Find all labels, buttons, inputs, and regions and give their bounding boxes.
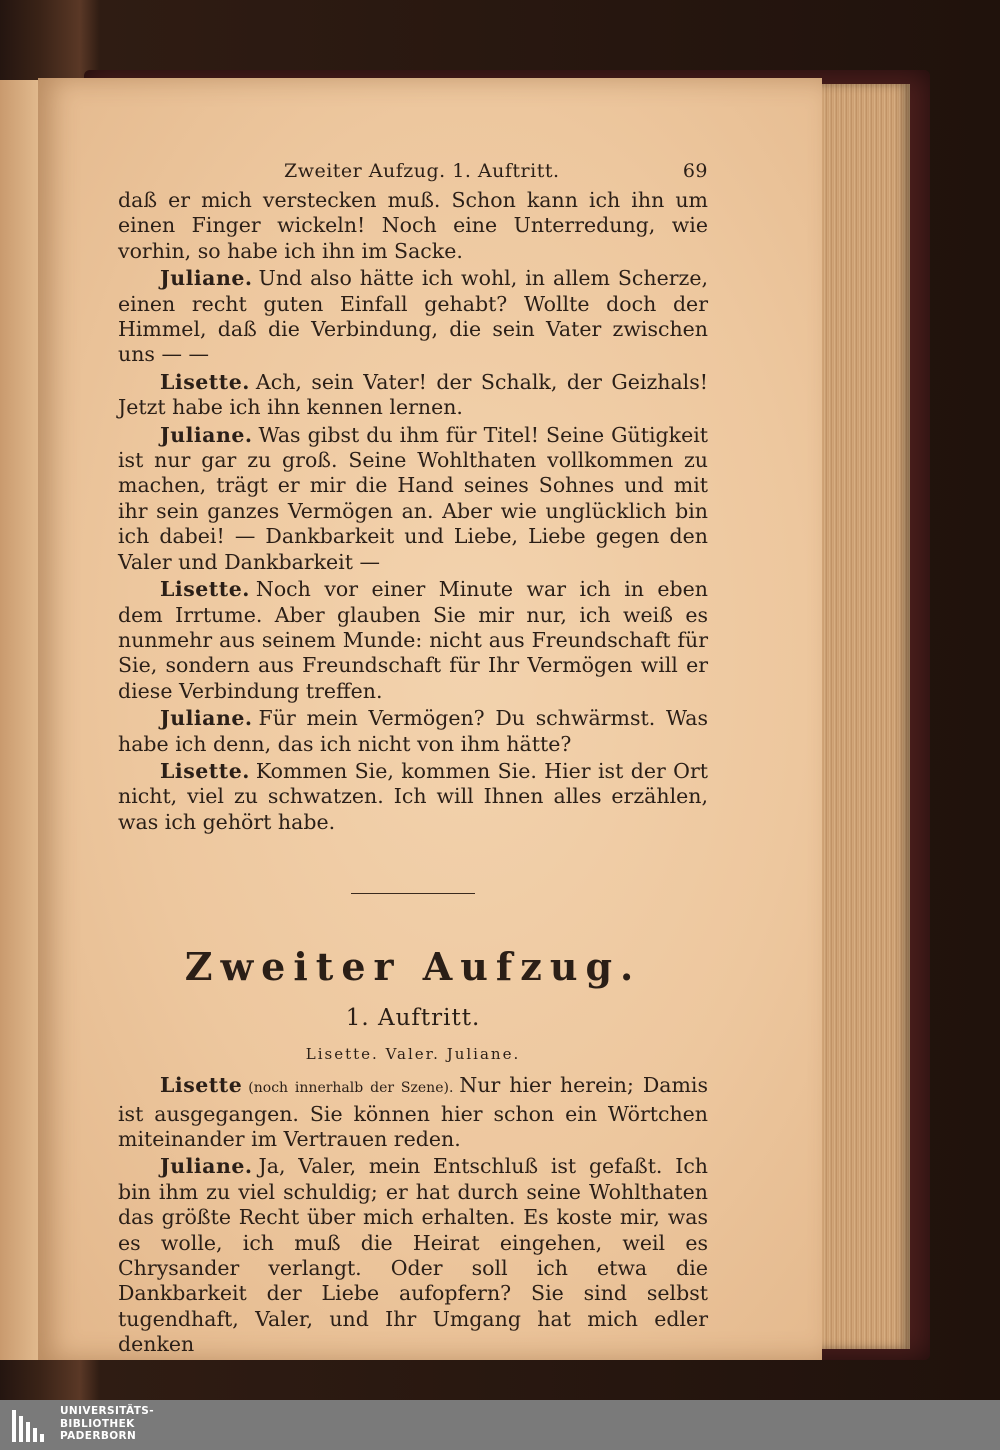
speaker-name: Juliane.: [160, 1154, 253, 1179]
stage-direction: (noch innerhalb der Szene).: [248, 1080, 454, 1097]
paragraph: Juliane. Und also hätte ich wohl, in allem Scherze, einen recht guten Einfall gehabt? Wollte doch der Himmel, daß die Verbindung, die sein Vater zwischen uns — —: [118, 266, 708, 367]
character-list: Lisette. Valer. Juliane.: [305, 1045, 521, 1064]
paragraph: Lisette. Kommen Sie, kommen Sie. Hier ist der Ort nicht, viel zu schwatzen. Ich will Ihnen alles erzählen, was ich gehört habe.: [118, 758, 708, 834]
page-content: [118, 160, 708, 1360]
paragraph: Lisette (noch innerhalb der Szene). Nur hier herein; Damis ist ausgegangen. Sie können hier schon ein Wörtchen miteinander im Vertrauen reden.: [118, 1073, 708, 1151]
scene-heading: 1. Auftritt.: [345, 1005, 481, 1032]
speaker-name: Juliane.: [160, 422, 253, 447]
running-header-title: Zweiter Aufzug. 1. Auftritt.: [284, 160, 560, 182]
library-name: UNIVERSITÄTS- BIBLIOTHEK PADERBORN: [60, 1405, 155, 1442]
section-divider: [351, 893, 475, 894]
paragraph: Juliane. Für mein Vermögen? Du schwärmst. Was habe ich denn, das ich nicht von ihm hätte?: [118, 706, 708, 756]
speaker-name: Lisette.: [160, 577, 250, 602]
library-logo-icon: [10, 1406, 50, 1446]
paragraph: Juliane. Was gibst du ihm für Titel! Seine Gütigkeit ist nur gar zu groß. Seine Wohlthaten vollkommen zu machen, trägt er mir die Hand seines Sohnes und mit ihr sein ganzes Vermögen an. Aber wie unglücklich bin ich dabei! — Dankbarkeit und Liebe, Liebe gegen den Valer und Dankbarkeit —: [118, 422, 708, 574]
library-footer: [0, 1400, 1000, 1450]
running-header: [118, 160, 708, 182]
speaker-name: Lisette.: [160, 758, 250, 783]
speaker-name: Lisette: [160, 1073, 243, 1098]
paragraph: Lisette. Noch vor einer Minute war ich in eben dem Irrtume. Aber glauben Sie mir nur, ich weiß es nunmehr aus seinem Munde: nicht aus Freundschaft für Sie, sondern aus Freundschaft für Ihr Vermögen will er diese Verbindung treffen.: [118, 577, 708, 703]
speaker-name: Lisette.: [160, 369, 250, 394]
paragraph: Lisette. Ach, sein Vater! der Schalk, der Geizhals! Jetzt habe ich ihn kennen lernen.: [118, 369, 708, 420]
page-edges: [818, 84, 910, 1349]
paragraph: Juliane. Ja, Valer, mein Entschluß ist gefaßt. Ich bin ihm zu viel schuldig; er hat durch seine Wohlthaten das größte Recht über mich erhalten. Es koste mir, was es wolle, ich muß die Heirat eingehen, weil es Chrysander verlangt. Oder soll ich etwa die Dankbarkeit der Liebe aufopfern? Sie sind selbst tugendhaft, Valer, und Ihr Umgang hat mich edler denken: [118, 1154, 708, 1357]
act-heading: Zweiter Aufzug.: [184, 944, 642, 990]
left-page-edge: [0, 80, 40, 1360]
paragraph: daß er mich verstecken muß. Schon kann ich ihn um einen Finger wickeln! Noch eine Unterredung, wie vorhin, so habe ich ihn im Sacke.: [118, 188, 708, 263]
speaker-name: Juliane.: [160, 706, 253, 731]
page-number: 69: [682, 160, 708, 182]
speaker-name: Juliane.: [160, 266, 253, 291]
